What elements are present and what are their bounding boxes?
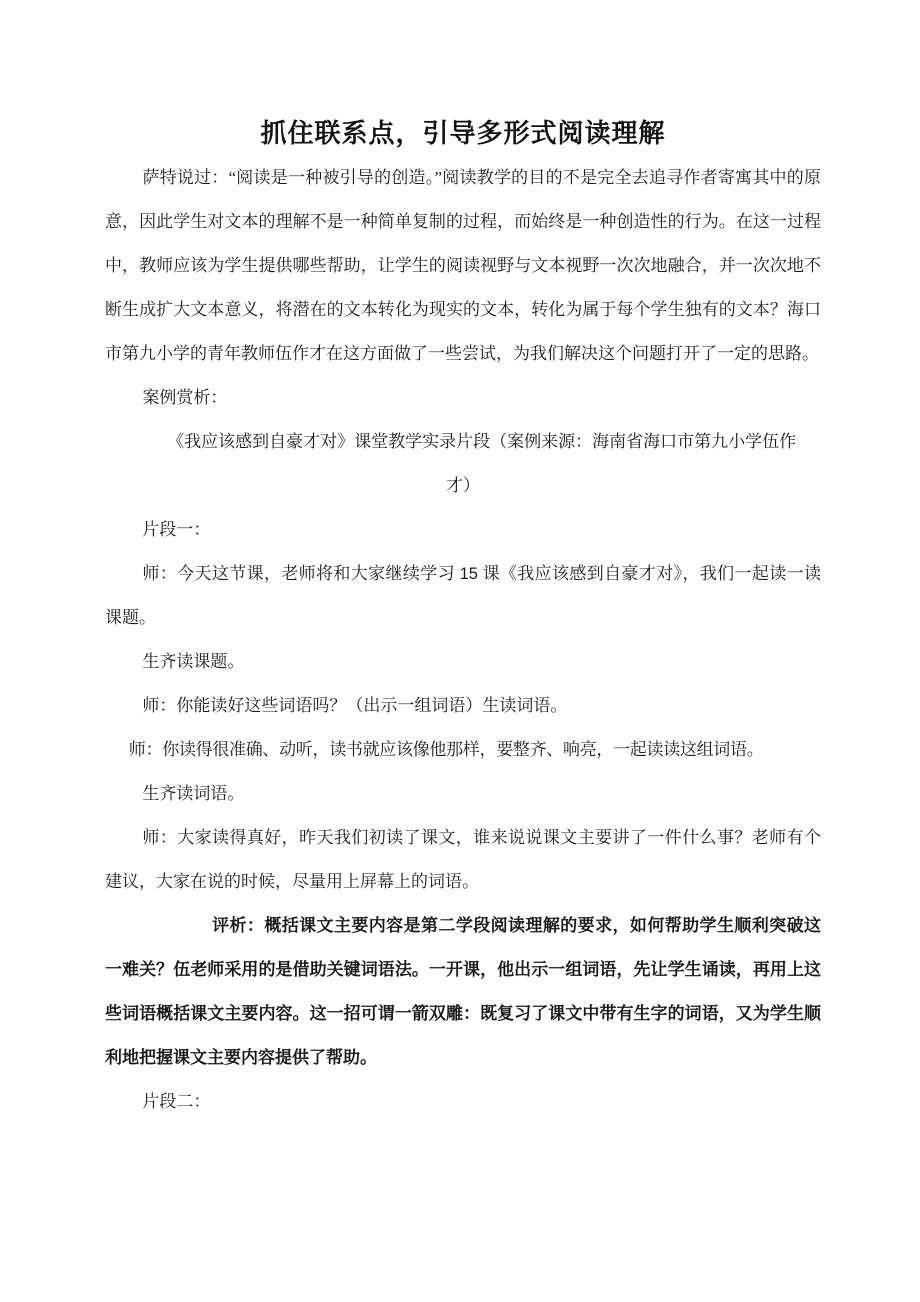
- paragraph-commentary: 评析：概括课文主要内容是第二学段阅读理解的要求，如何帮助学生顺利突破这一难关？伍老师采用的是借助关键词语法。一开课，他出示一组词语，先让学生诵读，再用上这些词语概括课文主要内容。这一招可谓一箭双雕：既复习了课文中带有生字的词语，又为学生顺利地把握课文主要内容提供了帮助。: [105, 916, 821, 1067]
- paragraph-teacher-main-idea-prompt: 师：大家读得真好，昨天我们初读了课文，谁来说说课文主要讲了一件什么事？老师有个建议，大家在说的时候，尽量用上屏幕上的词语。: [105, 828, 821, 891]
- paragraph-teacher-lesson-intro: [105, 552, 821, 640]
- paragraph-fragment-one-heading: 片段一：: [142, 520, 211, 539]
- lesson-number: 15: [459, 565, 478, 583]
- paragraph-students-read-words: 生齐读词语。: [142, 784, 245, 803]
- paragraph-introduction: 萨特说过：“阅读是一种被引导的创造。”阅读教学的目的不是完全去追寻作者寄寓其中的原意，因此学生对文本的理解不是一种简单复制的过程，而始终是一种创造性的行为。在这一过程中，教师应该为学生提供哪些帮助，让学生的阅读视野与文本视野一次次地融合，并一次次地不断生成扩大文本意义，将潜在的文本转化为现实的文本，转化为属于每个学生独有的文本？海口市第九小学的青年教师伍作才在这方面做了一些尝试，为我们解决这个问题打开了一定的思路。: [105, 168, 821, 363]
- document-title: 抓住联系点，引导多形式阅读理解: [260, 119, 666, 148]
- teacher-lesson-intro-post: 课《我应该感到自豪才对》，我们一起读一读课题。: [105, 564, 822, 627]
- paragraph-teacher-words-prompt: 师：你能读好这些词语吗？（出示一组词语）生读词语。: [142, 696, 568, 715]
- paragraph-case-analysis-heading: 案例赏析：: [142, 388, 228, 407]
- teacher-lesson-intro-pre: 师：今天这节课，老师将和大家继续学习: [142, 564, 460, 583]
- paragraph-case-source: 《我应该感到自豪才对》课堂教学实录片段（案例来源：海南省海口市第九小学伍作才）: [167, 432, 797, 495]
- paragraph-students-read-title: 生齐读课题。: [142, 652, 245, 671]
- paragraph-fragment-two-heading: 片段二：: [142, 1092, 211, 1111]
- paragraph-teacher-praise: 师：你读得很准确、动听，读书就应该像他那样，要整齐、响亮，一起读读这组词语。: [128, 740, 764, 759]
